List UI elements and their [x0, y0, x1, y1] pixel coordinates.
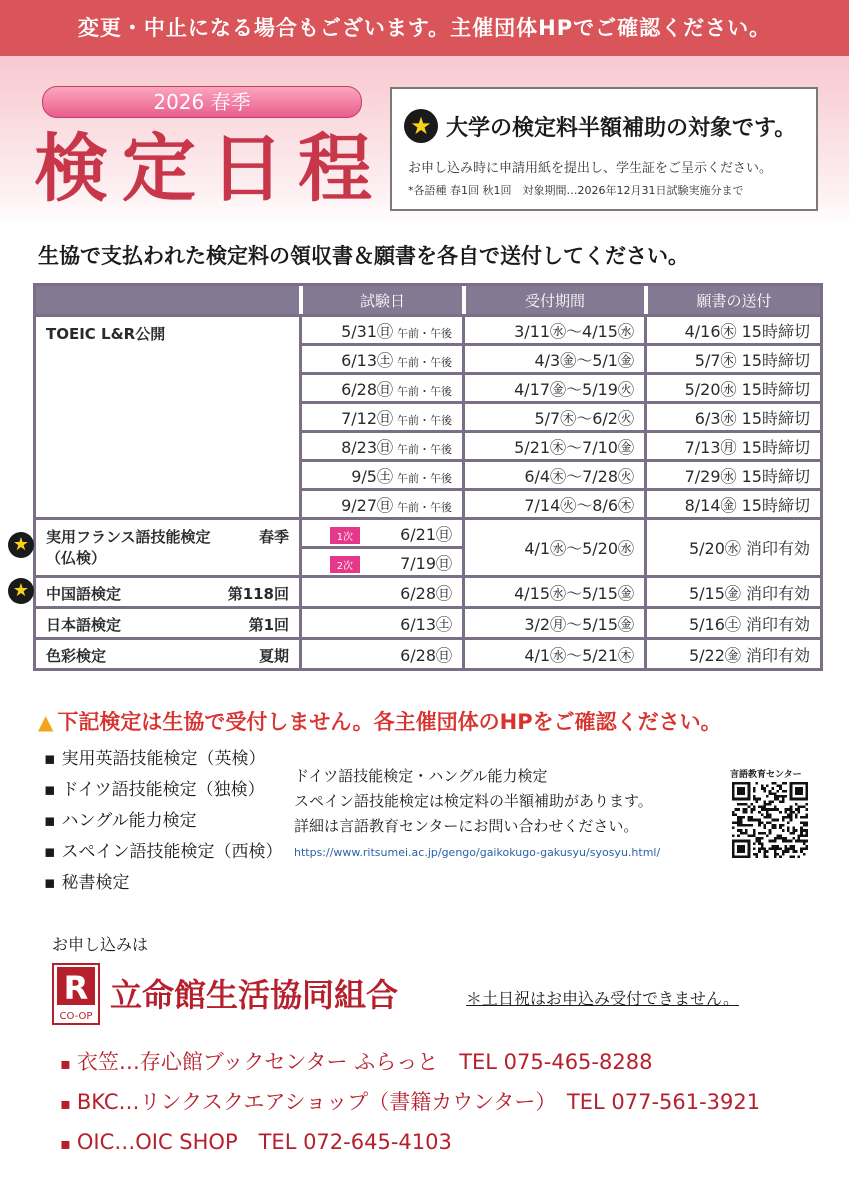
level-badge: 1次	[330, 527, 360, 544]
date-value: 7/12㊐	[341, 408, 393, 428]
star-icon: ★	[8, 578, 34, 604]
session-time: 午前・午後	[397, 355, 452, 369]
date-value: 9/27㊐	[341, 495, 393, 515]
exam-round: 第1回	[248, 616, 289, 634]
exam-date: 6/28㊐	[299, 575, 462, 606]
warning-icon: ▲	[38, 710, 54, 734]
reception-period: 4/1㊌～5/20㊌	[462, 517, 644, 575]
header-reception: 受付期間	[462, 286, 644, 314]
exam-name-chinese	[36, 575, 299, 606]
exam-date	[299, 401, 462, 430]
language-subsidy-note	[294, 764, 653, 839]
qr-label: 言語教育センター	[730, 770, 802, 780]
send-deadline: 5/22㊎ 消印有効	[644, 637, 820, 668]
instruction-text: 生協で支払われた検定料の領収書＆願書を各自で送付してください。	[38, 244, 689, 268]
exam-date	[299, 430, 462, 459]
send-deadline: 5/15㊎ 消印有効	[644, 575, 820, 606]
exam-round: 第118回	[227, 585, 289, 603]
warning-message: 下記検定は生協で受付しません。各主催団体のHPをご確認ください。	[57, 710, 722, 734]
send-deadline: 6/3㊌ 15時締切	[644, 401, 820, 430]
send-deadline: 5/20㊌ 消印有効	[644, 517, 820, 575]
note-line: 詳細は言語教育センターにお問い合わせください。	[294, 817, 639, 835]
send-deadline: 5/16㊏ 消印有効	[644, 606, 820, 637]
shop-kinugasa: ▪ 衣笠…存心館ブックセンター ふらっと TEL 075-465-8288	[60, 1046, 652, 1076]
list-item: ▪ ハングル能力検定	[44, 806, 283, 837]
send-deadline: 8/14㊎ 15時締切	[644, 488, 820, 517]
exam-date	[299, 343, 462, 372]
exam-name: 実用フランス語技能検定	[46, 528, 211, 546]
notice-banner: 変更・中止になる場合もございます。主催団体HPでご確認ください。	[0, 0, 849, 56]
session-time: 午前・午後	[397, 442, 452, 456]
season-label: 2026 春季	[42, 86, 362, 118]
send-deadline: 5/7㊍ 15時締切	[644, 343, 820, 372]
table-header-row	[36, 286, 820, 314]
exam-date	[299, 372, 462, 401]
language-center-link[interactable]: https://www.ritsumei.ac.jp/gengo/gaikokugo-gakusyu/syosyu.html/	[294, 846, 661, 859]
date-value: 6/28㊐	[341, 379, 393, 399]
reception-period: 3/11㊌～4/15㊌	[462, 314, 644, 343]
reception-period: 4/1㊌～5/21㊍	[462, 637, 644, 668]
date-value: 6/13㊏	[341, 350, 393, 370]
level-badge: 2次	[330, 556, 360, 573]
table-row	[36, 314, 820, 343]
coop-hours-note: ＊土日祝はお申込み受付できません。	[466, 989, 739, 1008]
warning-text	[38, 706, 722, 736]
note-line: ドイツ語技能検定・ハングル能力検定	[294, 767, 548, 785]
exam-name: 日本語検定	[46, 616, 122, 634]
reception-period: 7/14㊋～8/6㊍	[462, 488, 644, 517]
exam-date: 6/13㊏	[299, 606, 462, 637]
exam-name-color	[36, 637, 299, 668]
session-time: 午前・午後	[397, 384, 452, 398]
send-deadline: 7/13㊊ 15時締切	[644, 430, 820, 459]
exam-date	[299, 314, 462, 343]
table-row	[36, 575, 820, 606]
reception-period: 6/4㊍～7/28㊋	[462, 459, 644, 488]
reception-period: 3/2㊊～5/15㊎	[462, 606, 644, 637]
date-value: 8/23㊐	[341, 437, 393, 457]
qr-code-icon[interactable]	[732, 782, 808, 858]
table-row	[36, 517, 820, 546]
exam-date	[299, 459, 462, 488]
header-send: 願書の送付	[644, 286, 820, 314]
apply-label: お申し込みは	[52, 935, 149, 954]
table-row	[36, 606, 820, 637]
coop-name: 立命館生活協同組合	[110, 976, 399, 1014]
shop-oic: ▪ OIC…OIC SHOP TEL 072-645-4103	[60, 1126, 452, 1156]
date-value: 7/19㊐	[400, 553, 452, 573]
reception-period: 5/21㊍～7/10㊎	[462, 430, 644, 459]
date-value: 9/5㊏	[351, 466, 393, 486]
exam-date: 6/28㊐	[299, 637, 462, 668]
exam-name: 中国語検定	[46, 585, 122, 603]
subsidy-title: 大学の検定料半額補助の対象です。	[446, 116, 797, 141]
list-item: ▪ スペイン語技能検定（西検）	[44, 837, 283, 868]
reception-period: 4/17㊎～5/19㊋	[462, 372, 644, 401]
exam-subname: （仏検）	[46, 549, 107, 567]
subsidy-box	[390, 87, 818, 211]
reception-period: 5/7㊍～6/2㊋	[462, 401, 644, 430]
schedule-table	[33, 283, 823, 671]
date-value: 6/21㊐	[400, 524, 452, 544]
subsidy-note: お申し込み時に申請用紙を提出し、学生証をご呈示ください。	[408, 161, 773, 176]
shop-bkc: ▪ BKC…リンクスクエアショップ（書籍カウンター） TEL 077-561-3921	[60, 1086, 760, 1116]
exam-date	[299, 517, 462, 546]
reception-period: 4/15㊌～5/15㊎	[462, 575, 644, 606]
session-time: 午前・午後	[397, 500, 452, 514]
header-exam	[36, 286, 299, 314]
list-item: ▪ ドイツ語技能検定（独検）	[44, 775, 283, 806]
svg-text:R: R	[63, 969, 89, 1007]
session-time: 午前・午後	[397, 413, 452, 427]
exam-name-japanese	[36, 606, 299, 637]
session-time: 午前・午後	[397, 326, 452, 340]
exam-date	[299, 546, 462, 575]
exam-round: 春季	[258, 528, 289, 546]
send-deadline: 4/16㊍ 15時締切	[644, 314, 820, 343]
date-value: 5/31㊐	[341, 321, 393, 341]
star-icon: ★	[8, 532, 34, 558]
exam-name: 色彩検定	[46, 647, 107, 665]
coop-logo-text: CO-OP	[59, 1011, 93, 1022]
session-time: 午前・午後	[397, 471, 452, 485]
exam-round: 夏期	[258, 647, 289, 665]
reception-period: 4/3㊎～5/1㊎	[462, 343, 644, 372]
coop-logo-icon	[52, 963, 100, 1025]
send-deadline: 5/20㊌ 15時締切	[644, 372, 820, 401]
subsidy-period-note: *各語種 春1回 秋1回 対象期間…2026年12月31日試験実施分まで	[408, 184, 744, 197]
list-item: ▪ 秘書検定	[44, 868, 283, 899]
exam-name-french	[36, 517, 299, 575]
exam-date	[299, 488, 462, 517]
send-deadline: 7/29㊌ 15時締切	[644, 459, 820, 488]
header-exam-date: 試験日	[299, 286, 462, 314]
list-item: ▪ 実用英語技能検定（英検）	[44, 744, 283, 775]
exam-name-toeic: TOEIC L&R公開	[36, 314, 299, 517]
page-title: 検定日程	[34, 126, 386, 212]
excluded-exam-list	[44, 744, 283, 899]
star-icon: ★	[404, 109, 438, 143]
table-row	[36, 637, 820, 668]
note-line: スペイン語技能検定は検定料の半額補助があります。	[294, 792, 653, 810]
